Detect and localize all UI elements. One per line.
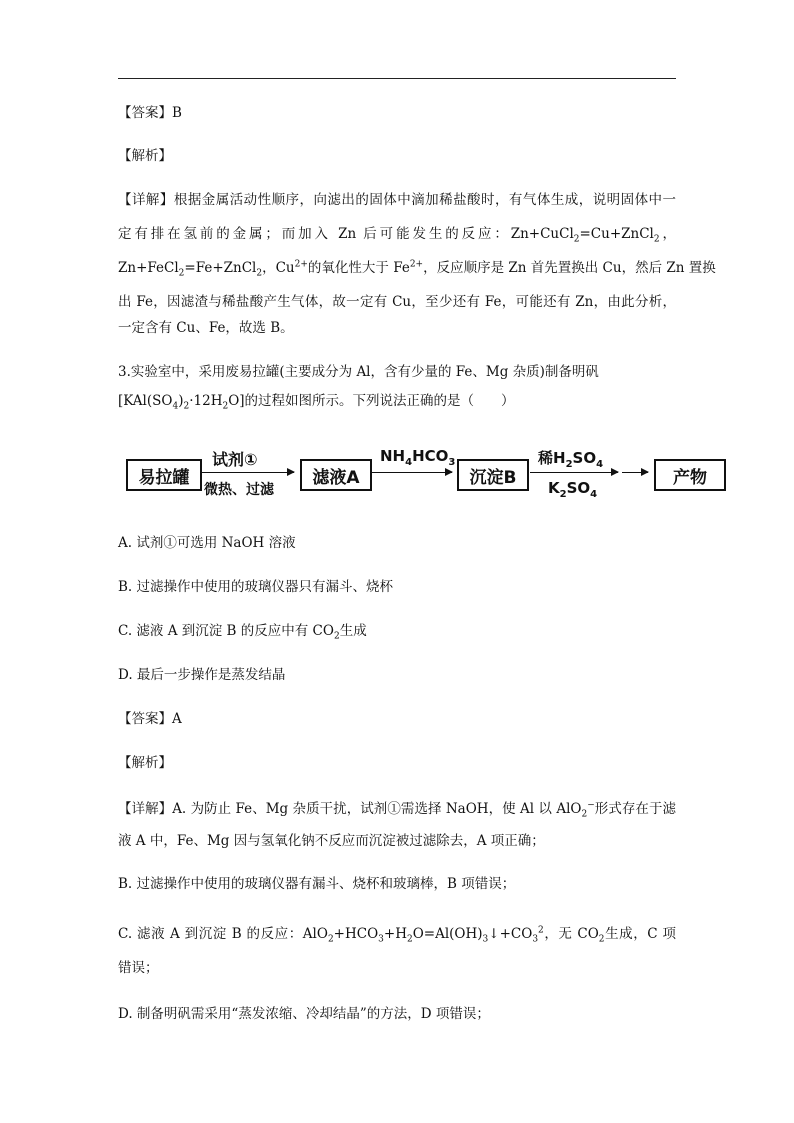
- analysis-2-label: 【解析】: [118, 755, 172, 771]
- arrow-2: [372, 472, 452, 473]
- detail-1-line-3: Zn+FeCl$_2$=Fe+ZnCl$_2$，$Cu^{2+}$的氧化性大于 $Fe^{2+}$，反应顺序是 Zn 首先置换出 Cu，然后 Zn 置换: [118, 259, 716, 279]
- box-filtrate-a: 滤液A: [300, 459, 372, 491]
- box-cans: 易拉罐: [126, 459, 202, 491]
- option-b: B. 过滤操作中使用的玻璃仪器只有漏斗、烧杯: [118, 579, 394, 595]
- analysis-1-label: 【解析】: [118, 148, 172, 164]
- detail-2-line-b: B. 过滤操作中使用的玻璃仪器有漏斗、烧杯和玻璃棒，B 项错误；: [118, 876, 516, 892]
- answer-label: 【答案】: [118, 105, 172, 121]
- option-a: A. 试剂①可选用 NaOH 溶液: [118, 535, 296, 551]
- detail-1-line-1: 【详解】根据金属活动性顺序，向滤出的固体中滴加稀盐酸时，有气体生成，说明固体中一: [118, 192, 677, 208]
- box-product: 产物: [654, 459, 726, 491]
- option-d: D. 最后一步操作是蒸发结晶: [118, 667, 286, 683]
- arrow-1-top-label: 试剂①: [212, 450, 258, 469]
- answer-value: B: [172, 105, 182, 121]
- arrow-1: [202, 472, 294, 473]
- answer-2: 【答案】A: [118, 711, 182, 727]
- arrow-2-top-label: $NH_4HCO_3$: [380, 447, 456, 468]
- detail-2-line-c2: 错误；: [118, 960, 159, 976]
- detail-2-line-1: 【详解】A. 为防止 Fe、Mg 杂质干扰，试剂①需选择 NaOH，使 Al 以 AlO$_2$−形式存在于滤: [118, 800, 677, 820]
- option-c: C. 滤液 A 到沉淀 B 的反应中有 $CO_2$生成: [118, 623, 367, 642]
- arrow-3-bottom-label: $K_2SO_4$: [548, 479, 598, 500]
- arrow-1-bottom-label: 微热、过滤: [204, 482, 274, 498]
- box-precipitate-b: 沉淀B: [457, 459, 529, 491]
- detail-2-line-c: C. 滤液 A 到沉淀 B 的反应：$AlO_2+HCO_3+H_2O=Al(OH)_3↓+CO_3^2$，无 $CO_2$生成，C 项: [118, 925, 676, 945]
- detail-1-line-2: 定有排在氢前的金属；而加入 Zn 后可能发生的反应：Zn+CuCl$_2$=Cu+ZnCl$_2$，: [118, 226, 676, 245]
- equation: $AlO_2+HCO_3+H_2O=Al(OH)_3↓+CO_3^2$: [302, 925, 544, 945]
- detail-1-line-5: 一定含有 Cu、Fe，故选 B。: [118, 320, 294, 336]
- arrow-3: [530, 472, 618, 473]
- detail-2-line-d: D. 制备明矾需采用“蒸发浓缩、冷却结晶”的方法，D 项错误；: [118, 1006, 490, 1022]
- question-3-line-2: $[KAl(SO_4)_2\cdot 12H_2O]$的过程如图所示。下列说法正确的是（ ）: [118, 393, 515, 412]
- detail-2-line-2: 液 A 中，Fe、Mg 因与氢氧化钠不反应而沉淀被过滤除去，A 项正确；: [118, 833, 545, 849]
- detail-1-line-4: 出 Fe，因滤渣与稀盐酸产生气体，故一定有 Cu，至少还有 Fe，可能还有 Zn，由此分析，: [118, 294, 676, 310]
- question-3-line-1: 3.实验室中，采用废易拉罐(主要成分为 Al，含有少量的 Fe、Mg 杂质)制备明矾: [118, 364, 599, 380]
- arrow-3-top-label: 稀$H_2SO_4$: [538, 449, 604, 470]
- answer-1: [118, 103, 182, 123]
- arrow-4: [622, 472, 648, 473]
- header-rule: [118, 78, 676, 79]
- detail-label: 【详解】: [118, 192, 174, 208]
